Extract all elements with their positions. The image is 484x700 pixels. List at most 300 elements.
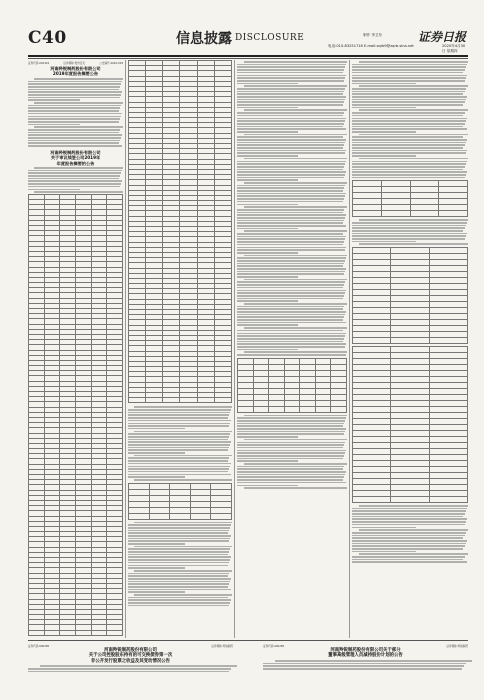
text-line	[237, 308, 343, 310]
table-cell	[129, 398, 146, 403]
text-line	[28, 121, 119, 123]
body-text	[128, 522, 232, 607]
table-cell	[211, 513, 232, 519]
text-line	[352, 131, 416, 133]
text-line	[28, 189, 80, 191]
table-cell	[331, 406, 347, 412]
issue-date: 2020年4月30日 星期四	[442, 44, 466, 53]
text-line	[40, 665, 237, 667]
text-line	[237, 120, 345, 122]
text-line	[237, 354, 346, 356]
header-rule-thin	[28, 58, 468, 59]
text-line	[237, 69, 344, 71]
text-line	[34, 167, 123, 169]
text-line	[352, 128, 467, 130]
text-line	[237, 290, 346, 292]
text-line	[34, 126, 123, 128]
column-2	[128, 60, 232, 638]
table-cell	[29, 630, 45, 635]
text-line	[128, 591, 185, 593]
text-line	[359, 61, 468, 63]
text-line	[352, 545, 465, 547]
text-line	[28, 113, 122, 115]
text-line	[28, 107, 120, 109]
text-line	[237, 479, 343, 481]
text-line	[237, 104, 343, 106]
table-cell	[129, 513, 150, 519]
text-line	[352, 508, 467, 510]
body-text	[28, 167, 123, 193]
text-line	[128, 573, 229, 575]
body-text	[352, 61, 468, 178]
column-1	[28, 60, 123, 638]
text-line	[352, 77, 466, 79]
text-line	[28, 172, 121, 174]
text-line	[237, 163, 345, 165]
text-line	[352, 177, 465, 179]
text-line	[128, 428, 185, 430]
text-line	[237, 225, 346, 227]
text-line	[128, 460, 228, 462]
text-line	[237, 142, 345, 144]
text-line	[352, 101, 465, 103]
text-line	[237, 236, 346, 238]
text-line	[352, 115, 463, 117]
text-line	[28, 124, 80, 126]
text-line	[352, 152, 466, 154]
text-line	[244, 327, 347, 329]
text-line	[237, 136, 343, 138]
column-4	[352, 60, 468, 638]
text-line	[128, 447, 229, 449]
table-cell	[429, 497, 467, 503]
column-divider	[234, 60, 235, 638]
table-row	[129, 513, 232, 519]
text-line	[237, 209, 344, 211]
text-line	[352, 227, 465, 229]
text-line	[237, 431, 345, 433]
text-line	[359, 553, 468, 555]
text-line	[128, 562, 229, 564]
text-line	[128, 538, 230, 540]
header-rule	[28, 55, 468, 57]
text-line	[128, 420, 231, 422]
text-line	[352, 120, 466, 122]
text-line	[244, 439, 347, 441]
text-line	[237, 295, 344, 297]
text-line	[263, 668, 462, 670]
text-line	[244, 279, 347, 281]
text-line	[352, 96, 467, 98]
text-line	[128, 474, 231, 476]
text-line	[352, 88, 466, 90]
text-line	[237, 249, 345, 251]
text-line	[237, 91, 344, 93]
text-line	[263, 663, 466, 665]
text-line	[359, 85, 468, 87]
text-line	[237, 265, 343, 267]
text-line	[237, 284, 344, 286]
text-line	[352, 126, 463, 128]
text-line	[237, 433, 344, 435]
text-line	[237, 174, 345, 176]
text-line	[352, 535, 465, 537]
text-line	[237, 99, 345, 101]
text-line	[237, 64, 346, 66]
text-line	[263, 665, 464, 667]
text-line	[28, 175, 120, 177]
text-line	[352, 516, 463, 518]
text-line	[128, 581, 230, 583]
text-line	[28, 671, 229, 673]
text-line	[28, 140, 120, 142]
text-line	[352, 169, 463, 171]
text-line	[28, 183, 121, 185]
text-line	[352, 104, 463, 106]
text-line	[237, 161, 346, 163]
text-line	[352, 233, 467, 235]
text-line	[352, 147, 463, 149]
table-cell	[107, 630, 123, 635]
text-line	[237, 311, 346, 313]
text-line	[128, 540, 229, 542]
text-line	[128, 578, 231, 580]
editor-line: 制作 李卫东	[363, 33, 383, 37]
text-line	[237, 123, 344, 125]
text-line	[128, 527, 230, 529]
text-line	[134, 522, 232, 524]
table-cell	[391, 338, 429, 344]
notice-title: 河南羚锐制药股份有限公司关于部分 董事高级管理人员减持股份计划的公告	[328, 648, 403, 659]
text-line	[28, 83, 121, 85]
bottom-notice-right: 证券代码:600285 证券简称:羚锐制药 河南羚锐制药股份有限公司关于部分 董事高级管理人员减持股份计划的公告	[263, 644, 468, 671]
text-line	[352, 543, 466, 545]
text-line	[237, 204, 298, 206]
text-line	[128, 586, 228, 588]
text-line	[352, 99, 466, 101]
body-text	[128, 406, 232, 480]
text-line	[128, 559, 230, 561]
text-line	[352, 83, 416, 85]
text-line	[352, 238, 465, 240]
table-cell	[238, 406, 254, 412]
table-row	[353, 211, 468, 217]
text-line	[237, 300, 298, 302]
text-line	[237, 214, 346, 216]
text-line	[237, 238, 345, 240]
table-row	[353, 497, 468, 503]
text-line	[237, 169, 343, 171]
text-line	[352, 75, 467, 77]
table-cell	[391, 497, 429, 503]
text-line	[237, 88, 345, 90]
text-line	[237, 319, 343, 321]
text-line	[237, 187, 344, 189]
data-table	[237, 358, 347, 413]
text-line	[359, 134, 468, 136]
text-line	[128, 530, 229, 532]
text-line	[352, 118, 467, 120]
text-line	[237, 287, 343, 289]
text-line	[134, 431, 232, 433]
table-cell	[284, 406, 300, 412]
text-line	[28, 134, 122, 136]
text-line	[28, 94, 121, 96]
text-line	[237, 77, 345, 79]
body-text	[352, 505, 468, 563]
text-line	[237, 201, 343, 203]
body-text	[28, 665, 233, 672]
text-line	[34, 102, 123, 104]
text-line	[128, 452, 185, 454]
body-text	[28, 78, 123, 147]
text-line	[237, 177, 344, 179]
text-line	[352, 93, 463, 95]
table-row	[353, 338, 468, 344]
text-line	[28, 110, 119, 112]
text-line	[237, 260, 345, 262]
text-line	[28, 180, 122, 182]
text-line	[237, 444, 344, 446]
text-line	[244, 255, 347, 257]
table-cell	[253, 406, 269, 412]
text-line	[128, 412, 230, 414]
text-line	[237, 450, 346, 452]
text-line	[237, 458, 343, 460]
text-line	[237, 346, 345, 348]
table-row	[238, 406, 347, 412]
text-line	[128, 441, 231, 443]
text-line	[352, 161, 467, 163]
text-line	[352, 537, 463, 539]
text-line	[128, 433, 230, 435]
text-line	[237, 338, 344, 340]
text-line	[28, 142, 119, 144]
text-line	[237, 115, 343, 117]
text-line	[244, 463, 347, 465]
text-line	[244, 109, 347, 111]
data-table	[352, 346, 468, 503]
text-line	[28, 668, 231, 670]
text-line	[237, 452, 345, 454]
text-line	[237, 190, 343, 192]
text-line	[237, 193, 346, 195]
text-line	[237, 179, 298, 181]
text-line	[134, 570, 232, 572]
text-line	[237, 257, 346, 259]
text-line	[352, 72, 463, 74]
text-line	[128, 543, 185, 545]
body-text	[237, 415, 347, 489]
text-line	[237, 228, 298, 230]
data-table	[352, 180, 468, 217]
text-line	[128, 589, 231, 591]
text-line	[237, 330, 343, 332]
text-line	[28, 145, 122, 147]
text-line	[244, 85, 347, 87]
text-line	[237, 268, 346, 270]
text-line	[128, 468, 229, 470]
text-line	[237, 222, 343, 224]
text-line	[359, 243, 468, 245]
data-table	[128, 60, 232, 403]
text-line	[237, 271, 345, 273]
text-line	[128, 575, 228, 577]
text-line	[128, 466, 230, 468]
text-line	[352, 64, 467, 66]
table-cell	[60, 630, 76, 635]
text-line	[237, 139, 346, 141]
text-line	[128, 449, 228, 451]
table-cell	[353, 497, 391, 503]
bottom-notice-left: 证券代码:600285 证券简称:羚锐制药 河南羚锐制药股份有限公司 关于公司控股股东持有的可交换债券第一次 非公开发行股票之收益及其变动情况公告	[28, 644, 233, 673]
text-line	[28, 105, 121, 107]
text-line	[237, 150, 346, 152]
text-line	[237, 485, 298, 487]
text-line	[244, 206, 347, 208]
text-line	[244, 158, 347, 160]
table-cell	[353, 338, 391, 344]
table-cell	[44, 630, 60, 635]
text-line	[28, 118, 120, 120]
text-line	[352, 91, 465, 93]
text-line	[237, 333, 346, 335]
text-line	[352, 524, 465, 526]
text-line	[237, 468, 343, 470]
masthead	[28, 28, 468, 56]
text-line	[28, 170, 122, 172]
text-line	[237, 96, 346, 98]
text-line	[237, 460, 298, 462]
text-line	[237, 428, 346, 430]
table-cell	[170, 513, 191, 519]
text-line	[244, 303, 347, 305]
section-title: 信息披露	[176, 31, 232, 47]
text-line	[237, 75, 346, 77]
text-line	[128, 417, 228, 419]
text-line	[352, 225, 466, 227]
text-line	[237, 298, 343, 300]
text-line	[237, 244, 343, 246]
text-line	[34, 191, 123, 193]
text-line	[237, 131, 298, 133]
text-line	[352, 230, 463, 232]
text-line	[237, 314, 345, 316]
text-line	[128, 436, 229, 438]
text-line	[128, 554, 228, 556]
text-line	[275, 660, 472, 662]
text-line	[352, 80, 465, 82]
text-line	[352, 527, 416, 529]
text-line	[128, 599, 231, 601]
text-line	[352, 510, 466, 512]
text-line	[134, 479, 232, 481]
text-line	[352, 139, 467, 141]
text-line	[352, 150, 467, 152]
text-line	[237, 436, 298, 438]
notice-title: 河南羚锐制药股份有限公司 2019年度报告摘要公告	[50, 66, 101, 77]
table-row	[129, 398, 232, 403]
text-line	[128, 471, 228, 473]
text-line	[237, 276, 298, 278]
text-line	[244, 415, 347, 417]
table-row	[29, 630, 123, 635]
table-cell	[300, 406, 316, 412]
text-line	[237, 195, 345, 197]
text-line	[352, 521, 466, 523]
text-line	[359, 505, 468, 507]
body-text	[352, 219, 468, 245]
text-line	[237, 343, 346, 345]
text-line	[28, 132, 119, 134]
text-line	[134, 594, 232, 596]
text-line	[237, 185, 345, 187]
table-cell	[91, 630, 107, 635]
text-line	[237, 281, 345, 283]
text-line	[128, 463, 231, 465]
text-line	[237, 80, 344, 82]
text-line	[237, 83, 298, 85]
text-line	[352, 513, 465, 515]
text-line	[28, 89, 119, 91]
text-line	[237, 212, 343, 214]
text-line	[237, 198, 344, 200]
text-line	[128, 532, 228, 534]
text-line	[128, 425, 229, 427]
text-line	[128, 439, 228, 441]
table-cell	[180, 398, 197, 403]
text-line	[128, 583, 229, 585]
text-line	[128, 551, 229, 553]
paper-logo: 证券日报	[418, 30, 467, 44]
text-line	[237, 252, 298, 254]
text-line	[237, 263, 344, 265]
text-line	[352, 556, 465, 558]
text-line	[237, 316, 344, 318]
table-cell	[214, 398, 231, 403]
text-line	[28, 99, 80, 101]
text-line	[237, 93, 343, 95]
table-cell	[381, 211, 410, 217]
text-line	[352, 532, 466, 534]
text-line	[237, 471, 346, 473]
text-line	[28, 116, 121, 118]
text-line	[237, 273, 344, 275]
text-line	[128, 414, 229, 416]
text-line	[28, 129, 120, 131]
text-line	[352, 166, 465, 168]
text-line	[359, 158, 468, 160]
text-line	[237, 292, 345, 294]
table-cell	[190, 513, 211, 519]
text-line	[237, 166, 344, 168]
text-line	[237, 107, 298, 109]
text-line	[128, 597, 228, 599]
code-line: 证券代码:002424 证券简称:贵州百灵 公告编号:2020-018	[28, 62, 123, 65]
text-line	[352, 540, 467, 542]
table-cell	[315, 406, 331, 412]
text-line	[128, 476, 185, 478]
text-line	[237, 171, 346, 173]
text-line	[237, 466, 344, 468]
text-line	[128, 457, 229, 459]
text-line	[128, 548, 230, 550]
table-cell	[429, 338, 467, 344]
notice-title: 河南羚锐制药股份有限公司 关于公司控股股东持有的可交换债券第一次 非公开发行股票之收益及其变动情况公告	[88, 648, 173, 664]
text-line	[34, 78, 123, 80]
column-3	[237, 60, 347, 638]
text-line	[237, 233, 343, 235]
